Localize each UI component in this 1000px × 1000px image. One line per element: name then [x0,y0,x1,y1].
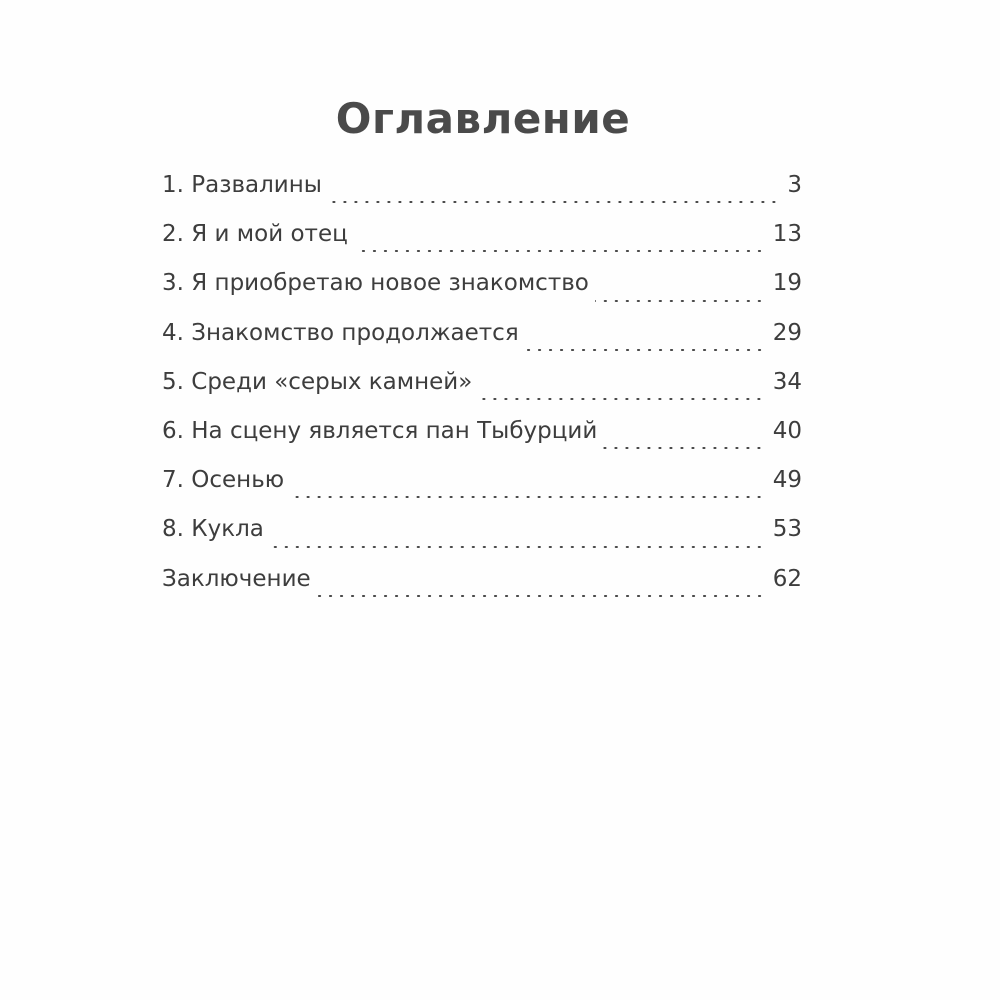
dot-leader [354,250,765,252]
dot-leader [290,496,765,498]
toc-entry-label: 5. Среди «серых камней» [162,368,473,395]
dot-leader [595,300,765,302]
dot-leader [328,201,779,203]
toc-entry [162,459,802,508]
dot-leader [317,595,765,597]
dot-leader [270,546,765,548]
toc-entry-page: 40 [772,417,802,444]
toc-entry-page: 49 [772,467,802,494]
toc-entry-page: 34 [772,368,802,395]
dot-leader [525,349,765,351]
toc-entry-label: Заключение [162,565,311,592]
toc-entry-label: 1. Развалины [162,172,322,198]
toc-entry [162,213,802,262]
toc-entry [162,361,802,410]
toc-entry [162,558,802,607]
toc-entry-label: 7. Осенью [162,467,285,494]
toc-entry-page: 29 [772,319,802,346]
toc-entry-label: 6. На сцену является пан Тыбурций [162,417,598,444]
toc-entry [162,262,802,311]
toc-entry [162,312,802,361]
toc-entry-page: 13 [772,221,802,248]
table-of-contents [162,164,802,607]
toc-entry-page: 3 [787,172,802,198]
toc-entry-label: 4. Знакомство продолжается [162,319,519,346]
dot-leader [478,398,764,400]
toc-entry [162,508,802,557]
toc-entry [162,410,802,459]
toc-entry-page: 53 [772,516,802,543]
toc-entry-label: 3. Я приобретаю новое знакомство [162,270,589,297]
toc-entry-page: 19 [772,270,802,297]
dot-leader [603,447,764,449]
toc-entry-label: 2. Я и мой отец [162,221,348,248]
toc-entry-label: 8. Кукла [162,516,264,543]
page-title: Оглавление [335,94,631,144]
toc-entry [162,164,802,213]
toc-entry-page: 62 [772,565,802,592]
